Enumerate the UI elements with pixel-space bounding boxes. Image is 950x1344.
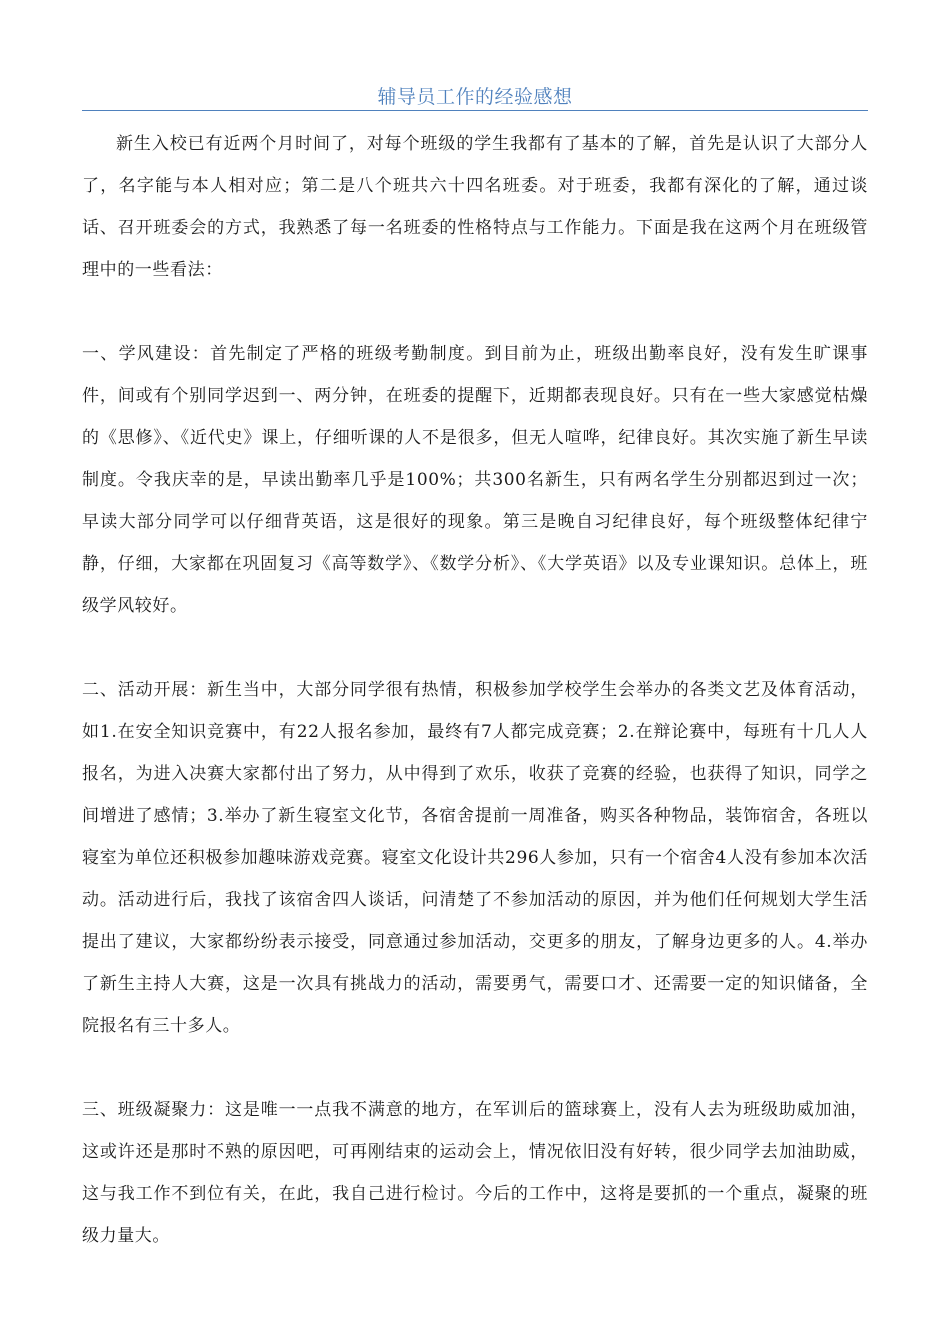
paragraph-spacer xyxy=(82,627,868,669)
page-header xyxy=(82,80,868,111)
document-title: 辅导员工作的经验感想 xyxy=(377,86,573,108)
paragraph-spacer xyxy=(82,1047,868,1089)
document-body xyxy=(82,123,868,1257)
intro-paragraph: 新生入校已有近两个月时间了，对每个班级的学生我都有了基本的了解，首先是认识了大部分人了，名字能与本人相对应；第二是八个班共六十四名班委。对于班委，我都有深化的了解，通过谈话、召开班委会的方式，我熟悉了每一名班委的性格特点与工作能力。下面是我在这两个月在班级管理中的一些看法： xyxy=(82,134,868,280)
activities-paragraph: 二、活动开展：新生当中，大部分同学很有热情，积极参加学校学生会举办的各类文艺及体育活动，如1.在安全知识竞赛中，有22人报名参加，最终有7人都完成竞赛；2.在辩论赛中，每班有十几人人报名，为进入决赛大家都付出了努力，从中得到了欢乐，收获了竞赛的经验，也获得了知识，同学之间增进了感情；3.举办了新生寝室文化节，各宿舍提前一周准备，购买各种物品，装饰宿舍，各班以寝室为单位还积极参加趣味游戏竞赛。寝室文化设计共296人参加，只有一个宿舍4人没有参加本次活动。活动进行后，我找了该宿舍四人谈话，问清楚了不参加活动的原因，并为他们任何规划大学生活提出了建议，大家都纷纷表示接受，同意通过参加活动，交更多的朋友，了解身边更多的人。4.举办了新生主持人大赛，这是一次具有挑战力的活动，需要勇气，需要口才、还需要一定的知识储备，全院报名有三十多人。 xyxy=(82,680,868,1036)
paragraph-spacer xyxy=(82,291,868,333)
cohesion-paragraph: 三、班级凝聚力：这是唯一一点我不满意的地方，在军训后的篮球赛上，没有人去为班级助威加油，这或许还是那时不熟的原因吧，可再刚结束的运动会上，情况依旧没有好转，很少同学去加油助威，这与我工作不到位有关，在此，我自己进行检讨。今后的工作中，这将是要抓的一个重点，凝聚的班级力量大。 xyxy=(82,1100,868,1246)
study-style-paragraph: 一、学风建设：首先制定了严格的班级考勤制度。到目前为止，班级出勤率良好，没有发生旷课事件，间或有个别同学迟到一、两分钟，在班委的提醒下，近期都表现良好。只有在一些大家感觉枯燥的《思修》、《近代史》课上，仔细听课的人不是很多，但无人喧哗，纪律良好。其次实施了新生早读制度。令我庆幸的是，早读出勤率几乎是100%；共300名新生，只有两名学生分别都迟到过一次；早读大部分同学可以仔细背英语，这是很好的现象。第三是晚自习纪律良好，每个班级整体纪律宁静，仔细，大家都在巩固复习《高等数学》、《数学分析》、《大学英语》以及专业课知识。总体上，班级学风较好。 xyxy=(82,344,868,616)
